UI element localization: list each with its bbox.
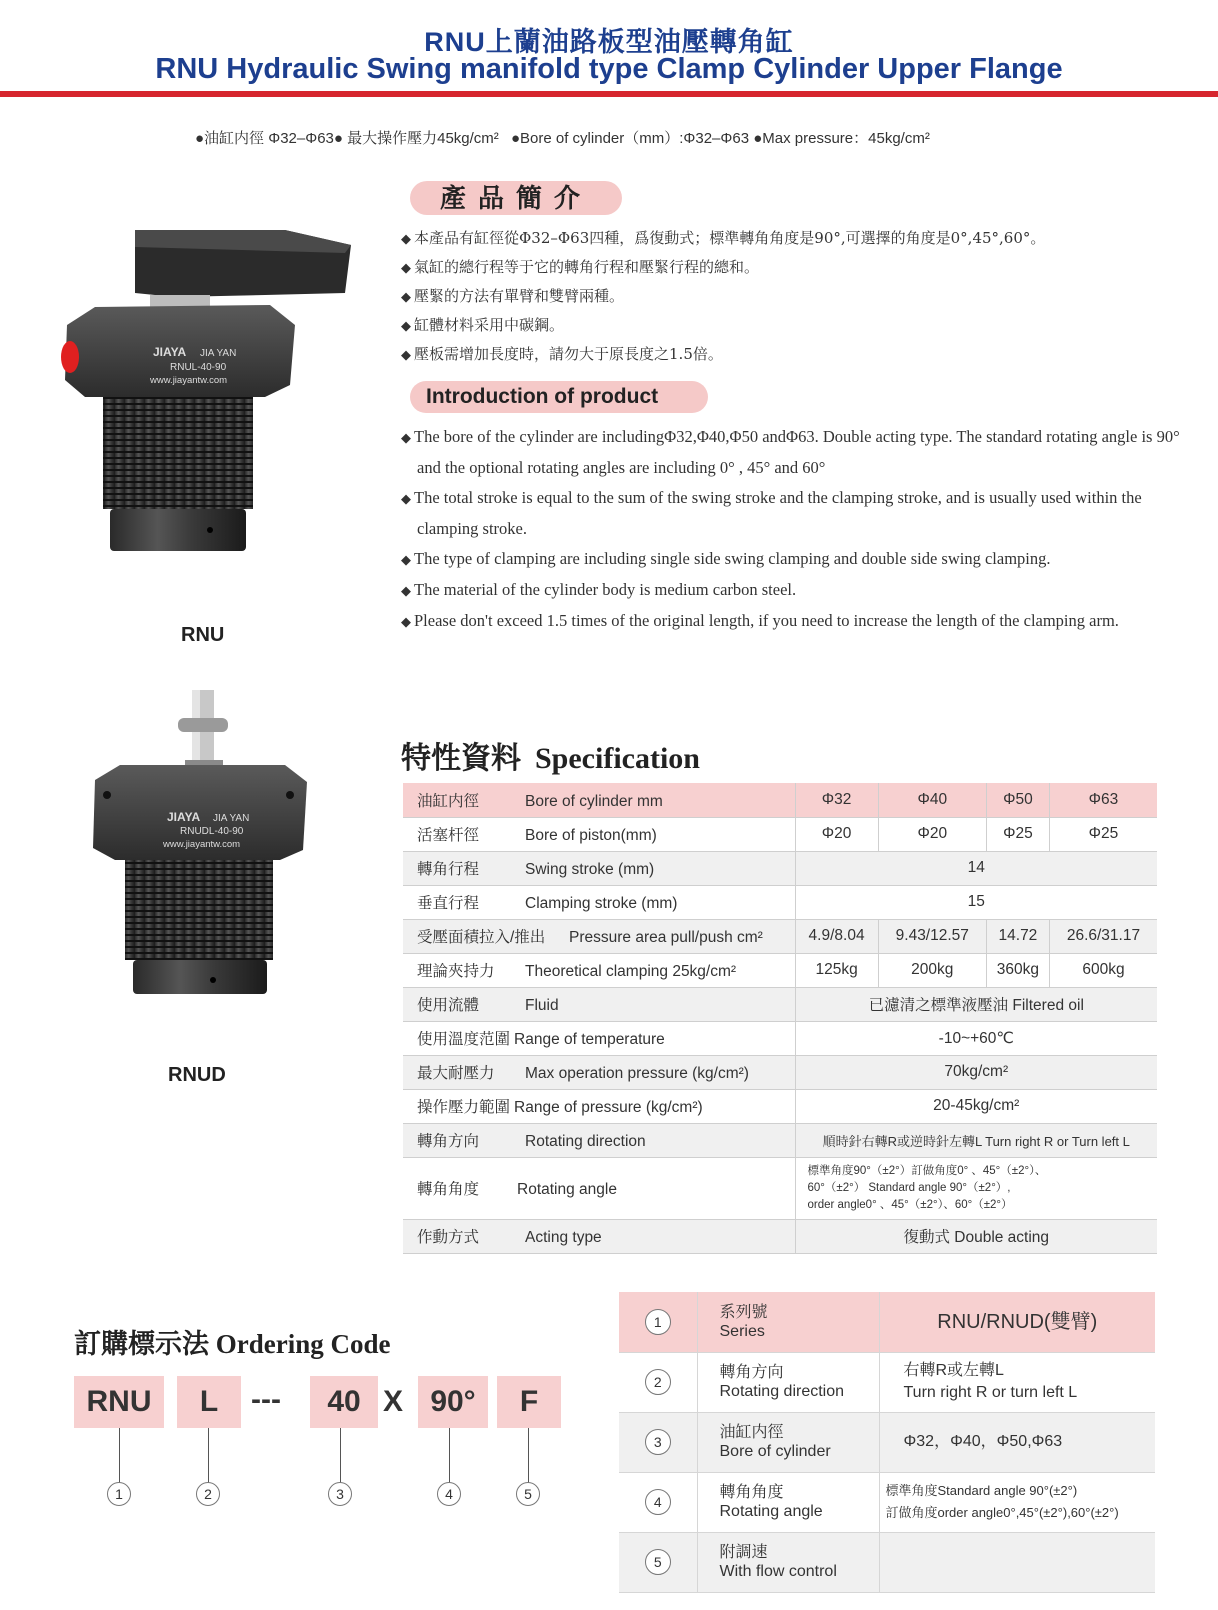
table-row (403, 1055, 1157, 1089)
cell: 200kg (878, 953, 986, 987)
cell: 14 (795, 851, 1157, 885)
rnud-brand2: JIA YAN (213, 813, 250, 824)
row-label-en: Bore of cylinder mm (525, 792, 663, 810)
list-item: ◆ 氣缸的總行程等于它的轉角行程和壓緊行程的總和。 (401, 253, 1181, 282)
row-number: 3 (645, 1429, 671, 1455)
code-leader (449, 1428, 450, 1486)
summary-spec-zh: ●油缸内徑 Φ32–Φ63● 最大操作壓力45kg/cm² (195, 130, 499, 147)
header-rule (0, 91, 1218, 97)
cell: 125kg (795, 953, 878, 987)
cell: 順時針右轉R或逆時針左轉L Turn right R or Turn left L (795, 1123, 1157, 1157)
code-leader (528, 1428, 529, 1486)
rnud-model: RNUDL-40-90 (180, 826, 244, 837)
list-item: ◆ The total stroke is equal to the sum of the swing stroke and the clamping stroke, and is usually used within the clamping stroke. (401, 483, 1201, 544)
code-number: 1 (107, 1482, 131, 1506)
table-row (403, 783, 1157, 817)
row-label-en: Bore of cylinder (719, 1443, 831, 1460)
row-label-en: Max operation pressure (kg/cm²) (525, 1065, 749, 1082)
rnud-caption: RNUD (168, 1064, 226, 1086)
intro-bullets-en (401, 422, 1201, 637)
row-label-zh: 最大耐壓力 (417, 1065, 495, 1082)
code-times: X (383, 1385, 404, 1418)
row-label-zh: 油缸内徑 (417, 792, 480, 810)
row-label-zh: 油缸内徑 (719, 1424, 784, 1441)
row-label-en: Theoretical clamping 25kg/cm² (525, 963, 737, 980)
cell: 20-45kg/cm² (795, 1089, 1157, 1123)
row-value: 標準角度Standard angle 90°(±2°) (885, 1483, 1078, 1498)
code-leader (119, 1428, 120, 1486)
cell: 360kg (986, 953, 1049, 987)
rnu-brand2: JIA YAN (200, 348, 237, 359)
intro-heading-en: Introduction of product (410, 381, 708, 413)
rnu-cylinder-image (55, 225, 365, 560)
intro-bullets-zh (401, 224, 1181, 369)
cell: Φ50 (986, 783, 1049, 817)
cell: 14.72 (986, 919, 1049, 953)
list-item: ◆ Please don't exceed 1.5 times of the original length, if you need to increase the length of the clamping arm. (401, 606, 1201, 637)
row-label-zh: 使用流體 (417, 997, 480, 1014)
row-label-zh: 操作壓力範圍 (417, 1099, 511, 1116)
cell: 15 (795, 885, 1157, 919)
ordering-table (619, 1292, 1155, 1593)
row-label-en: Clamping stroke (mm) (525, 895, 678, 912)
row-label-zh: 理論夾持力 (417, 963, 495, 980)
row-label-en: Series (719, 1322, 765, 1340)
table-row (403, 1219, 1157, 1253)
row-label-zh: 轉角角度 (719, 1484, 784, 1501)
code-flow: F (497, 1376, 561, 1428)
row-label-en: With flow control (719, 1563, 837, 1580)
row-label-en: Range of temperature (514, 1031, 665, 1048)
rnud-cylinder-image (85, 690, 315, 1000)
angle-line: 標準角度90°（±2°）訂做角度0° 、45°（±2°）、 (807, 1164, 1047, 1177)
page-title-zh: RNU上蘭油路板型油壓轉角缸 (424, 27, 794, 57)
spec-heading-zh: 特性資料 (401, 742, 521, 775)
spec-table (403, 783, 1157, 1254)
table-row (403, 919, 1157, 953)
page-title-en: RNU Hydraulic Swing manifold type Clamp Cylinder Upper Flange (155, 53, 1063, 85)
code-direction: L (177, 1376, 241, 1428)
cell: Φ25 (1049, 817, 1157, 851)
cell: 600kg (1049, 953, 1157, 987)
row-label-en: Fluid (525, 997, 559, 1014)
table-row (403, 1123, 1157, 1157)
table-row (403, 953, 1157, 987)
row-label-zh: 活塞杆徑 (417, 827, 480, 844)
table-row (619, 1412, 1155, 1472)
list-item: ◆ 本產品有缸徑從Φ32–Φ63四種，爲復動式；標準轉角角度是90°,可選擇的角度是0°,45°,60°。 (401, 224, 1181, 253)
row-label-en: Rotating direction (719, 1383, 845, 1400)
row-value (879, 1532, 1155, 1592)
row-label-zh: 轉角角度 (417, 1181, 480, 1198)
cell (795, 1157, 1157, 1219)
cell: 26.6/31.17 (1049, 919, 1157, 953)
row-label-zh: 附調速 (719, 1544, 768, 1561)
row-value: 訂做角度order angle0°,45°(±2°),60°(±2°) (885, 1505, 1119, 1520)
code-number: 4 (437, 1482, 461, 1506)
cell: 9.43/12.57 (878, 919, 986, 953)
row-value: Φ32，Φ40，Φ50,Φ63 (879, 1412, 1155, 1472)
table-row (403, 817, 1157, 851)
list-item: ◆ The bore of the cylinder are includingΦ32,Φ40,Φ50 andΦ63. Double acting type. The standard rotating angle is 90° and the optional rotating angles are including 0° , 45° and 60° (401, 422, 1201, 483)
list-item: ◆ 缸體材料采用中碳鋼。 (401, 311, 1181, 340)
table-row (403, 1157, 1157, 1219)
row-label-zh: 轉角方向 (417, 1133, 480, 1150)
row-label-zh: 系列號 (719, 1303, 768, 1321)
row-number: 5 (645, 1549, 671, 1575)
angle-line: order angle0° 、45°（±2°）、60°（±2°） (807, 1198, 1013, 1211)
row-value: 右轉R或左轉L (903, 1362, 1004, 1379)
row-label-en: Acting type (525, 1229, 602, 1246)
row-label-zh: 轉角行程 (417, 861, 480, 878)
table-row (619, 1352, 1155, 1412)
cell: Φ32 (795, 783, 878, 817)
cell: Φ25 (986, 817, 1049, 851)
code-leader (208, 1428, 209, 1486)
code-number: 3 (328, 1482, 352, 1506)
rnud-brand: JIAYA (167, 810, 201, 824)
code-number: 5 (516, 1482, 540, 1506)
rnu-web: www.jiayantw.com (150, 375, 228, 386)
row-number: 1 (645, 1309, 671, 1335)
row-number: 2 (645, 1369, 671, 1395)
cell: -10~+60℃ (795, 1021, 1157, 1055)
spec-heading-en: Specification (535, 742, 700, 775)
row-label-zh: 轉角方向 (719, 1364, 784, 1381)
list-item: ◆ The material of the cylinder body is medium carbon steel. (401, 575, 1201, 606)
angle-line: 60°（±2°） Standard angle 90°（±2°）, (807, 1181, 1011, 1194)
cell: 已濾清之標準液壓油 Filtered oil (795, 987, 1157, 1021)
summary-spec-line (195, 127, 938, 148)
code-bore: 40 (310, 1376, 378, 1428)
rnu-model: RNUL-40-90 (170, 362, 227, 373)
intro-heading-zh: 產品簡介 (410, 181, 622, 215)
code-dashes: --- (251, 1383, 281, 1416)
row-value: Turn right R or turn left L (903, 1384, 1078, 1401)
code-number: 2 (196, 1482, 220, 1506)
cell: 復動式 Double acting (795, 1219, 1157, 1253)
table-row (403, 1089, 1157, 1123)
cell: Φ40 (878, 783, 986, 817)
code-leader (340, 1428, 341, 1486)
row-label-zh: 垂直行程 (417, 895, 480, 912)
row-label-en: Swing stroke (mm) (525, 861, 655, 878)
spec-heading (401, 733, 700, 777)
table-row (619, 1472, 1155, 1532)
table-row (403, 851, 1157, 885)
row-label-zh: 受壓面積拉入/推出 (417, 929, 546, 946)
table-row (403, 1021, 1157, 1055)
row-label-zh: 使用溫度范圍 (417, 1031, 511, 1048)
cell: Φ20 (795, 817, 878, 851)
table-row (403, 885, 1157, 919)
table-row (403, 987, 1157, 1021)
code-series: RNU (74, 1376, 164, 1428)
ordering-heading: 訂購標示法 Ordering Code (74, 1329, 391, 1359)
list-item: ◆ The type of clamping are including single side swing clamping and double side swing clamping. (401, 544, 1201, 575)
row-number: 4 (645, 1489, 671, 1515)
cell: Φ63 (1049, 783, 1157, 817)
row-label-en: Rotating angle (517, 1181, 617, 1198)
summary-spec-en: ●Bore of cylinder（mm）:Φ32–Φ63 ●Max pressure：45kg/cm² (510, 130, 930, 147)
cell: Φ20 (878, 817, 986, 851)
table-row (619, 1292, 1155, 1352)
row-label-en: Rotating angle (719, 1503, 823, 1520)
rnu-caption: RNU (181, 624, 225, 646)
rnu-brand: JIAYA (153, 345, 187, 359)
list-item: ◆ 壓板需增加長度時，請勿大于原長度之1.5倍。 (401, 340, 1181, 369)
row-label-zh: 作動方式 (417, 1229, 480, 1246)
cell: 70kg/cm² (795, 1055, 1157, 1089)
row-label-en: Rotating direction (525, 1133, 646, 1150)
rnud-web: www.jiayantw.com (163, 839, 241, 850)
row-label-en: Bore of piston(mm) (525, 827, 657, 844)
row-value: RNU/RNUD(雙臂) (879, 1292, 1155, 1352)
table-row (619, 1532, 1155, 1592)
list-item: ◆ 壓緊的方法有單臂和雙臂兩種。 (401, 282, 1181, 311)
row-label-en: Range of pressure (kg/cm²) (514, 1099, 703, 1116)
code-angle: 90° (418, 1376, 488, 1428)
cell: 4.9/8.04 (795, 919, 878, 953)
row-label-en: Pressure area pull/push cm² (569, 929, 763, 946)
